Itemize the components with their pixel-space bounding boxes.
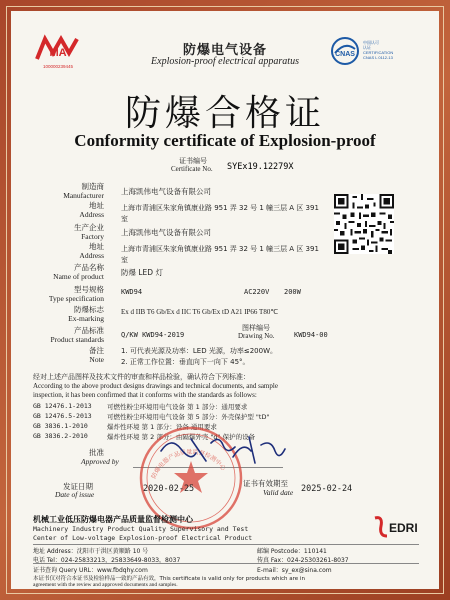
svg-text:CERTIFICATION: CERTIFICATION [363, 50, 394, 55]
standard-code-3: GB 3836.1-2010 [33, 422, 88, 430]
standards-label-cn: 产品标准 [74, 326, 104, 335]
footer-org-en-2: Center of Low-voltage Explosion-proof Electrical Product [33, 534, 253, 542]
standards-label-en: Product standards [50, 335, 104, 344]
drawing-label-cn: 图样编号 [242, 324, 270, 332]
note-label-cn: 备注 [89, 346, 104, 355]
valid-date: 2025-02-24 [301, 484, 353, 494]
type-voltage: AC220V [244, 288, 270, 296]
address2-value-cont: 室 [121, 256, 128, 264]
drawing-value: KWD94-00 [294, 331, 328, 339]
footer-tel: 电话 Tel：024-25833213，25833649-8033，8037 [33, 557, 181, 564]
standard-code-2: GB 12476.5-2013 [33, 412, 92, 420]
approved-label-en: Approved by [81, 457, 119, 466]
svg-text:认证: 认证 [363, 45, 371, 50]
header-en: Explosion-proof electrical apparatus [151, 56, 299, 67]
svg-text:MA: MA [49, 47, 67, 59]
factory-label-cn: 生产企业 [74, 223, 104, 232]
footer-note-en: agreement with the review and approved documents and samples. [33, 582, 178, 588]
factory-value: 上海凯伟电气设备有限公司 [121, 228, 211, 237]
drawing-label-en: Drawing No. [238, 332, 275, 340]
edri-logo [371, 514, 427, 540]
address1-label-cn: 地址 [89, 201, 104, 210]
standard-desc-3: 爆炸性环境 第 1 部分：设备 通用要求 [107, 423, 217, 431]
cma-caption: 100000239445 [42, 64, 74, 69]
product-label-cn: 产品名称 [74, 263, 104, 272]
footer-email[interactable]: E-mail：sy_ex@sina.com [257, 567, 332, 574]
statement-en-1: According to the above product designs drawings and technical documents, and sample [33, 382, 278, 390]
manufacturer-value: 上海凯伟电气设备有限公司 [121, 187, 211, 196]
cert-no-value: SYEx19.12279X [227, 162, 294, 172]
exmark-label-cn: 防爆标志 [74, 305, 104, 314]
footer-query[interactable]: 证书查询 Query URL：www.fbdqhy.com [33, 567, 148, 574]
qr-code [334, 194, 394, 254]
type-power: 200W [284, 288, 301, 296]
product-label-en: Name of product [53, 272, 104, 281]
svg-text:防爆电器产品质量监督检测中心: 防爆电器产品质量监督检测中心 [150, 448, 227, 480]
footer-org-en-1: Machinery Industry Product Quality Supervisory and Test [33, 525, 249, 533]
footer-divider-2 [33, 563, 419, 564]
footer-postcode: 邮编 Postcode：110141 [257, 548, 327, 555]
product-value: 防爆 LED 灯 [121, 268, 163, 277]
issue-label-cn: 发证日期 [63, 482, 93, 491]
valid-label-en: Valid date [263, 488, 294, 497]
note-line-1: 1. 可代表光源及功率：LED 光源，功率≤200W。 [121, 347, 277, 355]
header-cn: 防爆电气设备 [182, 43, 267, 58]
footer-note-cn: 本证书仅对符合本证书及检验样品一致的产品有效，This certificate is valid only for products which are in [33, 576, 305, 582]
issue-date: 2020-02-25 [143, 484, 195, 494]
address2-label-en: Address [79, 251, 104, 260]
address2-value: 上海市青浦区朱家角镇康业路 951 弄 32 号 1 幢三层 A 区 391 [121, 245, 319, 253]
svg-text:CNAS: CNAS [335, 51, 355, 58]
note-line-2: 2. 正常工作位置：垂直向下一向下 45°。 [121, 358, 250, 366]
exmark-label-en: Ex-marking [68, 314, 104, 323]
title-cn: 防爆合格证 [124, 93, 325, 134]
address1-label-en: Address [79, 210, 104, 219]
edri-logo-text: EDRI [389, 521, 418, 535]
address1-value: 上海市青浦区朱家角镇康业路 951 弄 32 号 1 幢三层 A 区 391 [121, 204, 319, 212]
svg-text:中国认可: 中国认可 [363, 40, 379, 45]
approved-label-cn: 批准 [89, 448, 104, 457]
standard-code-1: GB 12476.1-2013 [33, 402, 92, 410]
footer-org-cn: 机械工业低压防爆电器产品质量监督检测中心 [33, 515, 193, 524]
title-en: Conformity certificate of Explosion-proof [74, 131, 376, 150]
standards-value: Q/KW KWD94-2019 [121, 331, 185, 339]
cert-no-label-cn: 证书编号 [179, 157, 207, 165]
footer-fax: 传真 Fax：024-25303261-8037 [257, 557, 349, 564]
manufacturer-label-en: Manufacturer [63, 191, 104, 200]
manufacturer-label-cn: 制造商 [81, 182, 104, 191]
standard-desc-1: 可燃性粉尘环境用电气设备 第 1 部分：通用要求 [107, 403, 248, 411]
issue-label-en: Date of issue [55, 490, 95, 499]
statement-en-2: inspection, it has been confirmed that it conforms with the standards as follows: [33, 391, 257, 399]
exmark-value: Ex d IIB T6 Gb/Ex d IIC T6 Gb/Ex tD A21 IP66 T80℃ [121, 308, 279, 316]
footer-divider-1 [33, 544, 419, 545]
cert-no-label-en: Certificate No. [171, 165, 213, 173]
note-label-en: Note [89, 355, 104, 364]
valid-label-cn: 证书有效期至 [243, 479, 288, 488]
factory-label-en: Factory [81, 232, 104, 241]
address1-value-cont: 室 [121, 215, 128, 223]
certificate-paper [11, 11, 439, 589]
standard-code-4: GB 3836.2-2010 [33, 432, 88, 440]
standard-desc-2: 可燃性粉尘环境用电气设备 第 5 部分：外壳保护型 "tD" [107, 413, 270, 421]
address2-label-cn: 地址 [89, 242, 104, 251]
standard-desc-4: 爆炸性环境 第 2 部分：由隔爆外壳 "d" 保护的设备 [107, 433, 256, 441]
type-model: KWD94 [121, 288, 143, 296]
svg-text:CNAS L 0112-13: CNAS L 0112-13 [363, 55, 393, 60]
statement-cn: 经对上述产品图样及技术文件的审查和样品检验，确认符合下列标准： [33, 373, 250, 381]
footer-address: 地址 Address：沈阳市于洪区黄顺路 10 号 [33, 548, 149, 555]
signature [151, 431, 291, 471]
type-label-en: Type specification [48, 294, 104, 303]
type-label-cn: 型号规格 [74, 285, 104, 294]
